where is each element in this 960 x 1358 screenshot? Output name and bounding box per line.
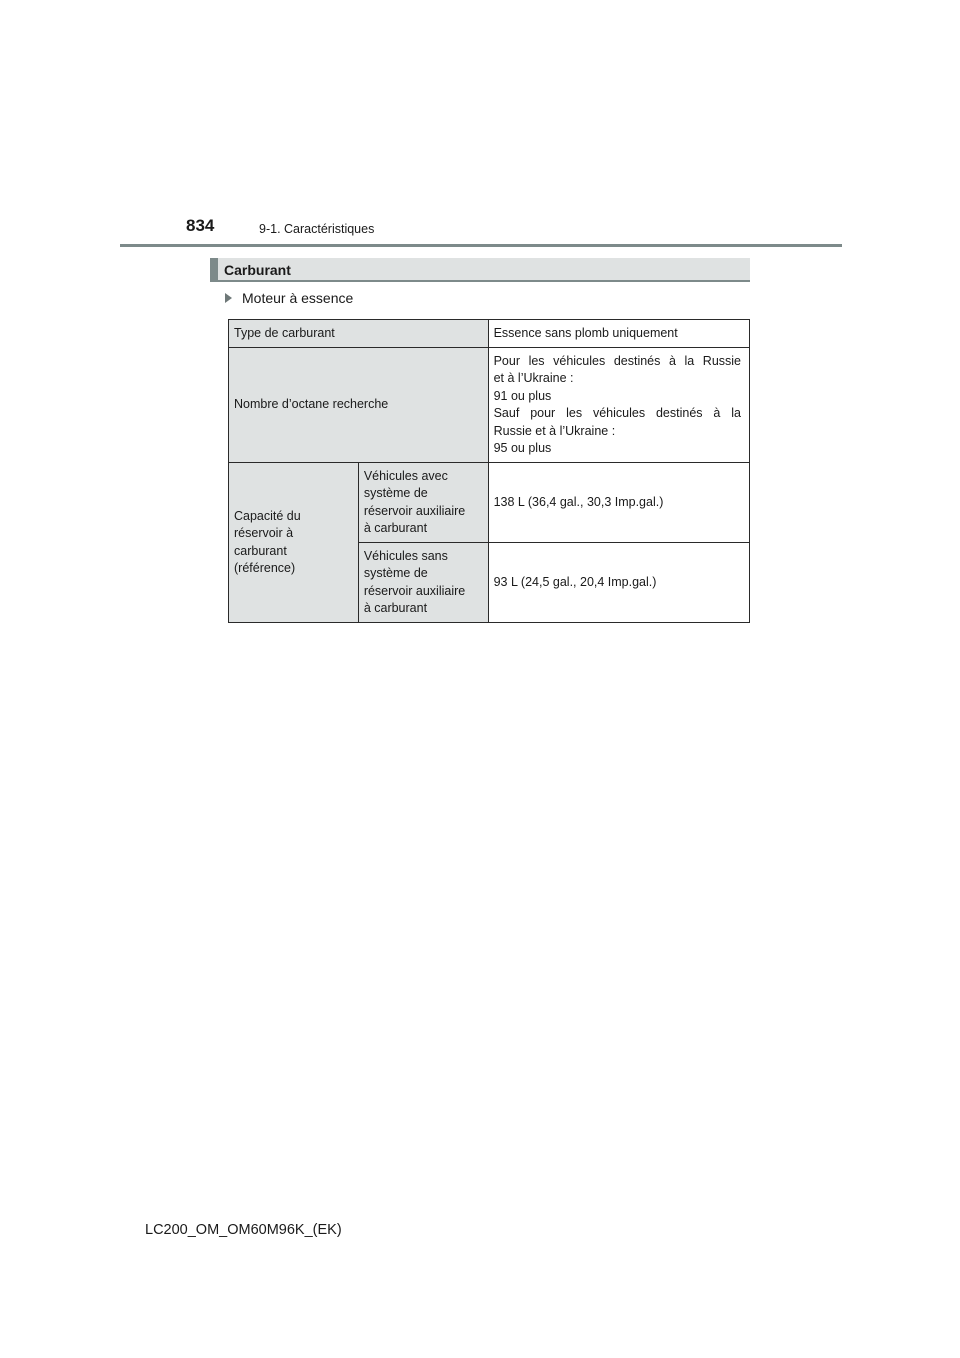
with-aux-line: Véhicules avec: [363, 468, 448, 483]
with-aux-tank-value: 138 L (36,4 gal., 30,3 Imp.gal.): [488, 463, 749, 543]
fuel-type-value: Essence sans plomb uniquement: [488, 320, 749, 348]
subheading-text: Moteur à essence: [242, 290, 354, 306]
section-title: Carburant: [224, 262, 291, 278]
capacity-line: (référence): [234, 561, 296, 575]
with-aux-tank-label: [358, 463, 488, 543]
heading-accent-bar: [210, 258, 218, 280]
octane-label: Nombre d’octane recherche: [229, 348, 489, 463]
without-aux-line: système de: [363, 566, 428, 580]
octane-line: 95 ou plus: [493, 441, 552, 455]
without-aux-line: réservoir auxiliaire: [363, 583, 466, 598]
page-number: 834: [186, 216, 215, 235]
fuel-spec-table: [228, 319, 750, 623]
section-heading: [210, 258, 750, 282]
header-divider: [120, 244, 842, 247]
fuel-type-label: Type de carburant: [229, 320, 489, 348]
without-aux-tank-label: [358, 543, 488, 623]
with-aux-line: réservoir auxiliaire: [363, 503, 466, 518]
section-label: 9-1. Caractéristiques: [259, 222, 375, 236]
octane-value: [488, 348, 749, 463]
table-row: [229, 348, 750, 463]
octane-line: Pour les véhicules destinés à la Russie: [493, 353, 741, 368]
document-code: LC200_OM_OM60M96K_(EK): [145, 1222, 342, 1238]
octane-line: 91 ou plus: [493, 388, 552, 403]
triangle-bullet-icon: [225, 293, 232, 303]
capacity-line: réservoir à: [234, 526, 294, 540]
octane-line: et à l’Ukraine :: [493, 371, 574, 385]
octane-line: Russie et à l’Ukraine :: [493, 423, 616, 438]
capacity-label: [229, 463, 359, 623]
without-aux-tank-value: 93 L (24,5 gal., 20,4 Imp.gal.): [488, 543, 749, 623]
capacity-line: Capacité du: [234, 508, 301, 523]
with-aux-line: à carburant: [363, 521, 428, 535]
without-aux-line: à carburant: [363, 601, 428, 615]
without-aux-line: Véhicules sans: [363, 548, 448, 563]
table-row: [229, 320, 750, 348]
table-row: [229, 463, 750, 543]
octane-line: Sauf pour les véhicules destinés à la: [493, 406, 741, 420]
subheading: [225, 290, 353, 306]
capacity-line: carburant: [234, 543, 287, 558]
with-aux-line: système de: [363, 486, 428, 500]
